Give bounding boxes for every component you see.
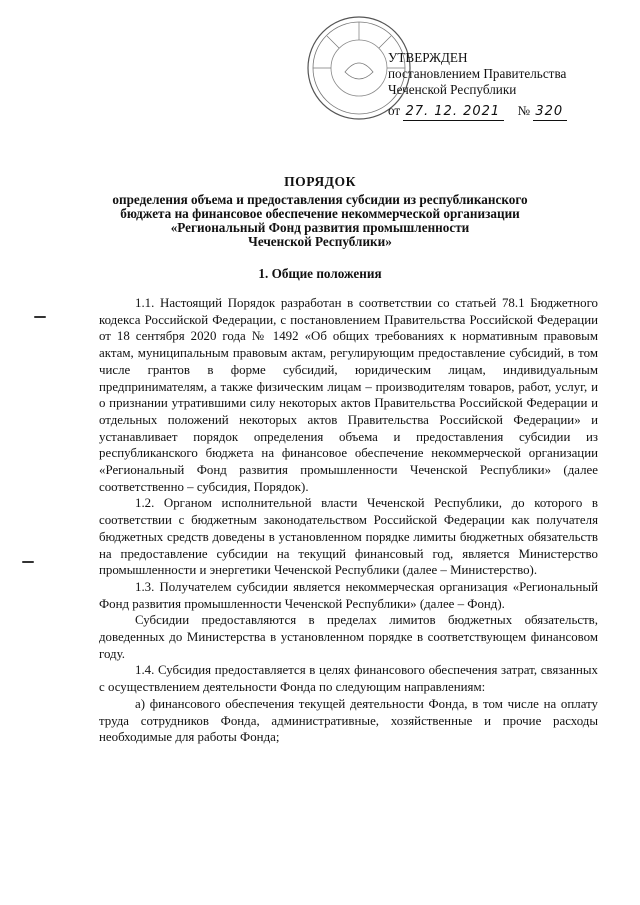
number-label: № xyxy=(517,103,531,118)
document-title: ПОРЯДОК xyxy=(284,174,356,189)
approval-block xyxy=(388,50,628,121)
approval-number: 320 xyxy=(533,104,567,121)
approval-line-2: Чеченской Республики xyxy=(388,82,517,97)
paragraph: 1.4. Субсидия предоставляется в целях финансового обеспечения затрат, связанных с осуществлением деятельности Фонда по следующим направлениям: xyxy=(99,663,598,695)
approval-date-line xyxy=(388,103,628,121)
paragraph: 1.2. Органом исполнительной власти Чеченской Республики, до которого в соответствии с бюджетным законодательством Российской Федерации как получателя бюджетных средств доведены в установленном порядке лимиты бюджетных обязательств на предоставление субсидии на текущий финансовый год, является Министерство промышленности и энергетики Чеченской Республики (далее – Министерство). xyxy=(99,496,598,578)
approval-line-1: постановлением Правительства xyxy=(388,66,567,81)
paragraph: 1.1. Настоящий Порядок разработан в соответствии со статьей 78.1 Бюджетного кодекса Российской Федерации, с постановлением Правительства Российской Федерации от 18 сентября 2020 года № 1492 «Об общих требованиях к нормативным правовым актам, муниципальным правовым актам, регулирующим предоставление субсидий, в том числе грантов в форме субсидий, юридическим лицам, индивидуальным предпринимателям, а также физическим лицам – производителям товаров, работ, услуг, и о признании утратившими силу некоторых актов Правительства Российской Федерации и отдельных положений некоторых актов Правительства Российской Федерации» и устанавливает порядок определения объема и предоставления субсидии из республиканского бюджета на финансовое обеспечение некоммерческой организации «Региональный Фонд развития промышленности Чеченской Республики» (далее соответственно – субсидия, Порядок). xyxy=(99,296,598,494)
subtitle-line: Чеченской Республики» xyxy=(248,234,392,249)
margin-mark xyxy=(34,316,46,318)
subtitle-line: определения объема и предоставления субсидии из республиканского xyxy=(112,192,528,207)
date-prefix: от xyxy=(388,103,401,118)
approval-date: 27. 12. 2021 xyxy=(403,104,504,121)
margin-mark xyxy=(22,561,34,563)
paragraph: а) финансового обеспечения текущей деятельности Фонда, в том числе на оплату труда сотрудников Фонда, административные, хозяйственные и прочие расходы необходимые для работы Фонда; xyxy=(99,696,598,745)
document-subtitle xyxy=(90,193,550,249)
paragraph: 1.3. Получателем субсидии является некоммерческая организация «Региональный Фонд развития промышленности Чеченской Республики» (далее – Фонд). xyxy=(99,579,598,611)
section-title: 1. Общие положения xyxy=(258,266,382,281)
subtitle-line: бюджета на финансовое обеспечение некоммерческой организации xyxy=(120,206,520,221)
document-body xyxy=(99,295,598,746)
subtitle-line: «Региональный Фонд развития промышленности xyxy=(170,220,470,235)
approval-heading: УТВЕРЖДЕН xyxy=(388,50,468,65)
paragraph: Субсидии предоставляются в пределах лимитов бюджетных обязательств, доведенных до Министерства в установленном порядке в соответствующем финансовом году. xyxy=(99,613,598,661)
